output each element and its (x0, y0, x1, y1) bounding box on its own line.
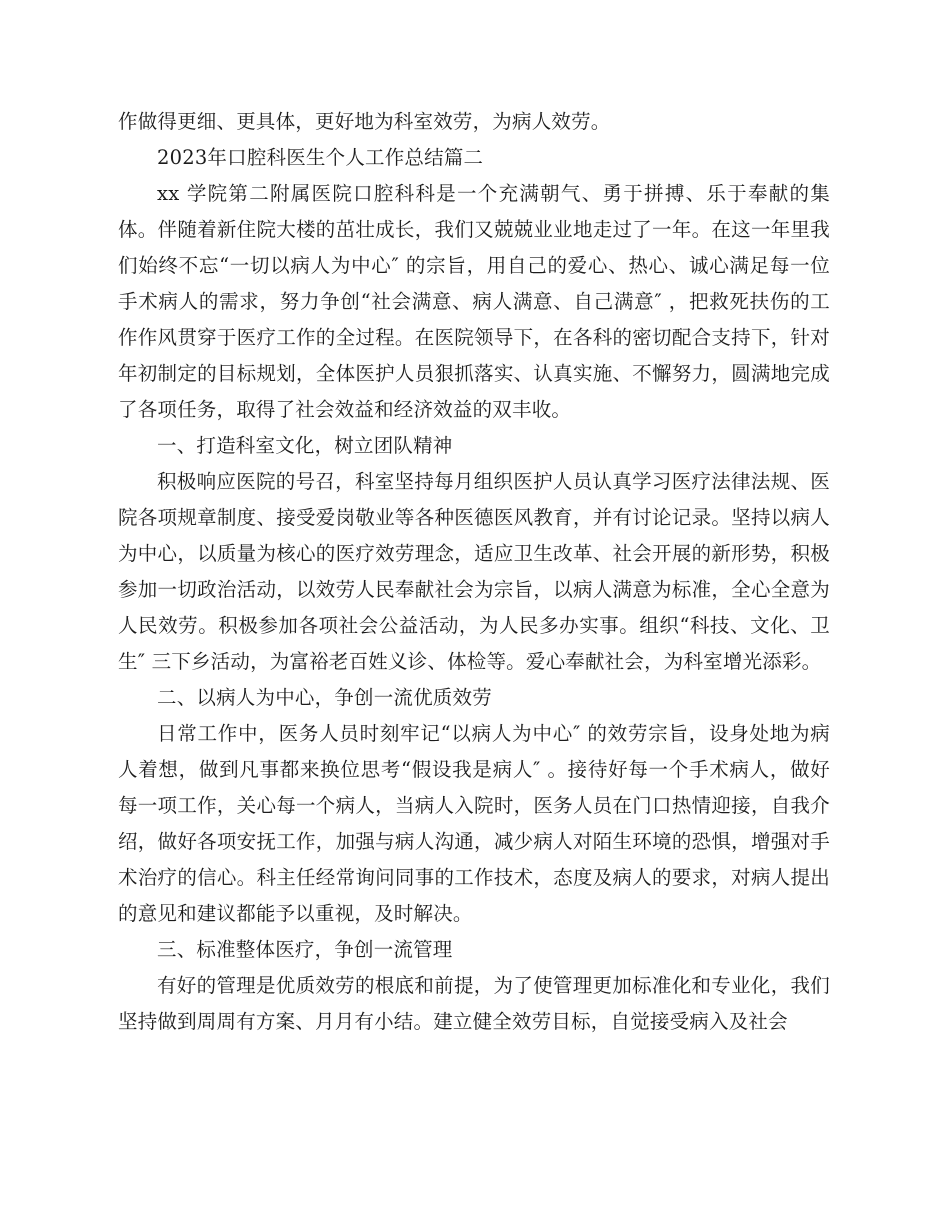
section-one-body: 积极响应医院的号召，科室坚持每月组织医护人员认真学习医疗法律法规、医院各项规章制度、接受爱岗敬业等各种医德医风教育，并有讨论记录。坚持以病人为中心，以质量为核心的医疗效劳理念，适应卫生改革、社会开展的新形势，积极参加一切政治活动，以效劳人民奉献社会为宗旨，以病人满意为标准，全心全意为人民效劳。积极参加各项社会公益活动，为人民多办实事。组织“科技、文化、卫生″ 三下乡活动，为富裕老百姓义诊、体检等。爱心奉献社会，为科室增光添彩。 (118, 470, 830, 673)
section-three-body: 有好的管理是优质效劳的根底和前提，为了使管理更加标准化和专业化，我们坚持做到周周有方案、月月有小结。建立健全效劳目标，自觉接受病入及社会 (118, 974, 830, 1033)
section-heading-three: 三、标准整体医疗，争创一流管理 (157, 938, 453, 961)
section-heading-two: 二、以病人为中心，争创一流优质效劳 (157, 686, 492, 709)
article-title: 2023年口腔科医生个人工作总结篇二 (157, 146, 484, 169)
continuation-paragraph: 作做得更细、更具体，更好地为科室效劳，为病人效劳。 (118, 110, 611, 133)
section-heading-one: 一、打造科室文化，树立团队精神 (157, 434, 453, 457)
document-body (118, 104, 830, 1040)
section-two-body: 日常工作中，医务人员时刻牢记“以病人为中心″ 的效劳宗旨，设身处地为病人着想，做到凡事都来换位思考“假设我是病人″ 。接待好每一个手术病人，做好每一项工作，关心每一个病人，当病人入院时，医务人员在门口热情迎接，自我介绍，做好各项安抚工作，加强与病人沟通，减少病人对陌生环境的恐惧，增强对手术治疗的信心。科主任经常询问同事的工作技术，态度及病人的要求，对病人提出的意见和建议都能予以重视，及时解决。 (118, 722, 830, 925)
intro-paragraph: xx 学院第二附属医院口腔科科是一个充满朝气、勇于拼搏、乐于奉献的集体。伴随着新住院大楼的茁壮成长，我们又兢兢业业地走过了一年。在这一年里我们始终不忘“一切以病人为中心″ 的宗旨，用自己的爱心、热心、诚心满足每一位手术病人的需求，努力争创“社会满意、病人满意、自己满意″ ，把救死扶伤的工作作风贯穿于医疗工作的全过程。在医院领导下，在各科的密切配合支持下，针对年初制定的目标规划，全体医护人员狠抓落实、认真实施、不懈努力，圆满地完成了各项任务，取得了社会效益和经济效益的双丰收。 (118, 182, 830, 421)
